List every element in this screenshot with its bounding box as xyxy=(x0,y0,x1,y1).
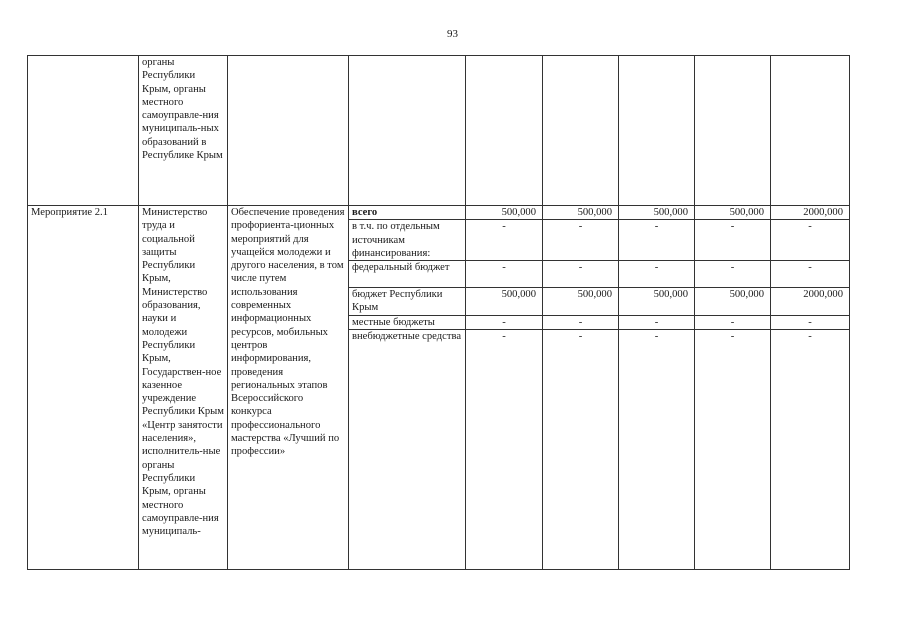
funding-value: - xyxy=(695,330,771,570)
continuation-row xyxy=(28,56,850,206)
measure-executors: Министерство труда и социальной защиты Республики Крым, Министерство образования, науки и молодежи Республики Крым, Государствен-ное казенное учреждение Республики Крым «Центр занятости населения», исполнитель-ные органы Республики Крым, органы местного самоуправле-ния муниципаль- xyxy=(139,206,228,570)
continuation-value-cell xyxy=(619,56,695,206)
funding-value: - xyxy=(771,261,850,288)
continuation-value-cell xyxy=(695,56,771,206)
funding-value: 500,000 xyxy=(466,288,543,316)
funding-value: - xyxy=(466,315,543,329)
funding-value: - xyxy=(543,315,619,329)
funding-value: - xyxy=(466,330,543,570)
continuation-description-cell xyxy=(228,56,349,206)
funding-value: 500,000 xyxy=(619,206,695,220)
funding-value: 500,000 xyxy=(695,288,771,316)
funding-value: 500,000 xyxy=(695,206,771,220)
funding-source: бюджет Республики Крым xyxy=(349,288,466,316)
funding-value: - xyxy=(619,330,695,570)
funding-value: 2000,000 xyxy=(771,288,850,316)
page-number: 93 xyxy=(447,28,458,40)
funding-row-total xyxy=(28,206,850,220)
funding-value: - xyxy=(619,315,695,329)
continuation-value-cell xyxy=(543,56,619,206)
funding-source: федеральный бюджет xyxy=(349,261,466,288)
funding-value: 500,000 xyxy=(619,288,695,316)
funding-value: - xyxy=(695,220,771,261)
funding-value: - xyxy=(543,330,619,570)
funding-value: - xyxy=(543,261,619,288)
funding-source: всего xyxy=(349,206,466,220)
funding-value: 2000,000 xyxy=(771,206,850,220)
funding-value: - xyxy=(619,261,695,288)
funding-source: местные бюджеты xyxy=(349,315,466,329)
funding-value: - xyxy=(695,261,771,288)
funding-value: - xyxy=(771,330,850,570)
funding-value: 500,000 xyxy=(543,288,619,316)
continuation-measure-cell xyxy=(28,56,139,206)
funding-value: 500,000 xyxy=(543,206,619,220)
continuation-source-cell xyxy=(349,56,466,206)
funding-source: в т.ч. по отдельным источникам финансирования: xyxy=(349,220,466,261)
funding-value: - xyxy=(771,315,850,329)
funding-source: внебюджетные средства xyxy=(349,330,466,570)
funding-value: - xyxy=(466,261,543,288)
continuation-executor-cell: органы Республики Крым, органы местного самоуправле-ния муниципаль-ных образований в Республике Крым xyxy=(139,56,228,206)
measure-description: Обеспечение проведения профориента-ционных мероприятий для учащейся молодежи и другого населения, в том числе путем использования современных информационных ресурсов, мобильных центров информирования, проведения региональных этапов Всероссийского конкурса профессионального мастерства «Лучший по профессии» xyxy=(228,206,349,570)
funding-value: - xyxy=(543,220,619,261)
continuation-value-cell xyxy=(466,56,543,206)
funding-value: - xyxy=(619,220,695,261)
measure-name: Мероприятие 2.1 xyxy=(28,206,139,570)
funding-value: - xyxy=(771,220,850,261)
funding-table xyxy=(27,55,850,570)
funding-value: 500,000 xyxy=(466,206,543,220)
funding-value: - xyxy=(466,220,543,261)
funding-value: - xyxy=(695,315,771,329)
continuation-value-cell xyxy=(771,56,850,206)
